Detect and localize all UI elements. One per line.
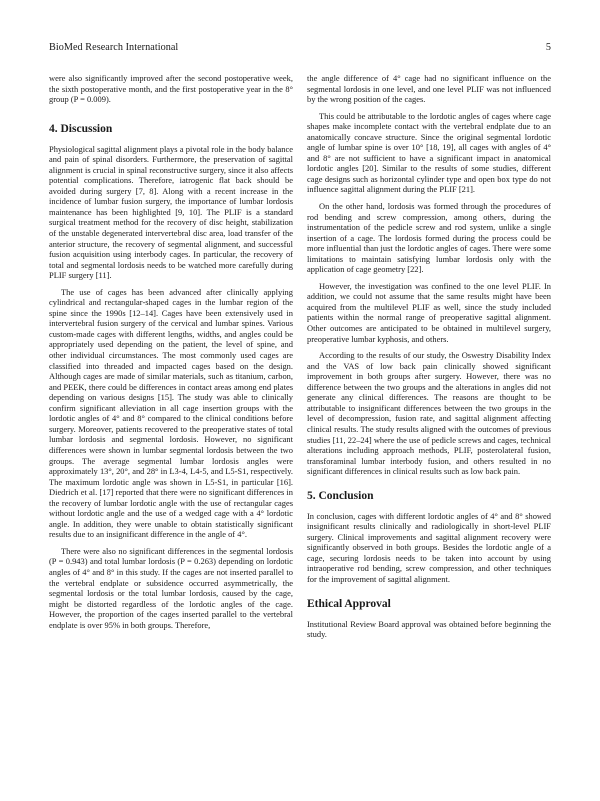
continued-paragraph: were also significantly improved after the second postoperative week, the sixth postoperative month, and the first postoperative year in the 8° group (P = 0.009). bbox=[49, 73, 293, 105]
continued-paragraph-right: the angle difference of 4° cage had no significant influence on the segmental lordosis in one level, and one level PLIF was not influenced by the wrong position of the cages. bbox=[307, 73, 551, 105]
ethical-approval-heading: Ethical Approval bbox=[307, 597, 391, 610]
discussion-paragraph-7: According to the results of our study, the Oswestry Disability Index and the VAS of low back pain clinically showed significant improvement in both groups after surgery. However, there was no difference between the two groups and the alterations in angles did not generate any clinical differences. The reasons are thought to be attributable to insignificant differences between the two groups in the level of decompression, fusion rate, and sagittal alignment affecting clinical results. The study results aligned with the outcomes of previous studies [11, 22–24] where the use of pedicle screws and cages, technical alterations including approach methods, PLIF, posterolateral fusion, transforaminal lumbar interbody fusion, and others resulted in no significant differences in clinical results such as low back pain. bbox=[307, 350, 551, 477]
discussion-paragraph-2: The use of cages has been advanced after clinically applying cylindrical and rectangular-shaped cages in the lumbar region of the spine since the 1990s [12–14]. Cages have been extensively used in intervertebral fusion surgery of the cervical and lumbar spines. Various custom-made cages with different lengths, widths, and angles could be appropriately used depending on the patient, the level of spine, and other individual circumstances. The most commonly used cages are classified into threaded and impacted cages based on the design. Although cages are made of similar materials, such as titanium, carbon, and PEEK, there could be differences in contact areas among end plates depending on various designs [15]. The study was able to clinically confirm significant alleviation in all cage insertion groups with the lordotic angles of 4° and 8° compared to the clinical conditions before surgery. Moreover, patients recovered to the preoperative states of total lumbar lordosis and segmental lordosis. However, no significant differences were shown in lumbar segmental lordosis between the two groups. The average segmental lumbar lordosis angles were approximately 13°, 20°, and 28° in L3-4, L4-5, and L5-S1, respectively. The maximum lordotic angle was shown in L5-S1, in particular [16]. Diedrich et al. [17] reported that there were no significant differences in the recovery of lumbar lordotic angle with the use of rectangular cages without lordotic angle and the use of a wedged cage with a 4° lordotic angle. In addition, they were unable to obtain statistically significant results due to an insignificant difference in the angle of 4°. bbox=[49, 286, 293, 540]
discussion-heading: 4. Discussion bbox=[49, 122, 113, 135]
discussion-paragraph-3: There were also no significant differences in the segmental lordosis (P = 0.943) and total lumbar lordosis (P = 0.263) depending on lordotic angles of 4° and 8° in this study. If the cages are not inserted parallel to the vertebral endplate or subsidence occurred asymmetrically, the segmental lordosis or the total lumbar lordosis, caused by the cage, might be distorted regardless of the lordotic angles of the cage. However, the proportion of the cages inserted parallel to the vertebral endplate is over 95% in both groups. Therefore, bbox=[49, 545, 293, 630]
left-column bbox=[49, 73, 293, 636]
right-column bbox=[307, 73, 551, 646]
conclusion-paragraph: In conclusion, cages with different lordotic angles of 4° and 8° showed insignificant results clinically and radiologically in short-level PLIF surgery. Clinical improvements and sagittal alignment recovery were significantly observed in both groups. Besides the lordotic angle of a cage, securing lordosis needs to be taken into account by using intraoperative rod bending, screw compression, and other techniques for the improvement of sagittal alignment. bbox=[307, 510, 551, 584]
discussion-paragraph-5: On the other hand, lordosis was formed through the procedures of rod bending and screw compression, among others, during the instrumentation of the pedicle screw and rod system, unlike a single insertion of a cage. The lordosis formed during the process could be more influential than just the lordotic angles of cages. There were some limitations to maintain satisfying lumbar lordosis only with the application of cage geometry [22]. bbox=[307, 201, 551, 275]
discussion-paragraph-6: However, the investigation was confined to the one level PLIF. In addition, we could not assume that the same results might have been acquired from the multilevel PLIF as well, since the study included patients within the normal range of preoperative sagittal alignment. Other outcomes are anticipated to be obtained in multilevel surgery, preoperative lumbar kyphosis, and others. bbox=[307, 280, 551, 344]
conclusion-heading: 5. Conclusion bbox=[307, 489, 374, 502]
ethical-approval-paragraph: Institutional Review Board approval was obtained before beginning the study. bbox=[307, 618, 551, 640]
discussion-paragraph-4: This could be attributable to the lordotic angles of cages where cage shapes make incomplete contact with the vertebral endplate due to an anatomically concave structure. Since the original segmental lordotic angle of lumbar spine is over 10° [18, 19], all cages with angles of 4° and 8° are not sufficient to have a significant impact in anatomical lordotic angles [20]. Similar to the results of some studies, different cage designs such as horizontal cylinder type and open box type do not influence sagittal alignment during the PLIF [21]. bbox=[307, 110, 551, 195]
journal-name: BioMed Research International bbox=[49, 42, 179, 53]
page-number: 5 bbox=[545, 42, 551, 53]
discussion-paragraph-1: Physiological sagittal alignment plays a pivotal role in the body balance and pain of spinal disorders. Furthermore, the preservation of sagittal alignment is crucial in spinal reconstructive surgery, since it also affects potential complications. Therefore, iatrogenic flat back should be avoided during surgery [7, 8]. Along with a recent increase in the incidence of lumbar fusion surgery, the importance of lumbar lordosis maintenance has been highlighted [9, 10]. The PLIF is a standard surgical treatment method for the recovery of disc height, stabilization of the unstable degenerated intervertebral disc area, load transfer of the anterior structure, the recovery of segmental alignment, and successful fusion acquisition using interbody cages. In particular, the recovery of total and segmental lordosis needs to be watched more carefully during PLIF surgery [11]. bbox=[49, 143, 293, 281]
